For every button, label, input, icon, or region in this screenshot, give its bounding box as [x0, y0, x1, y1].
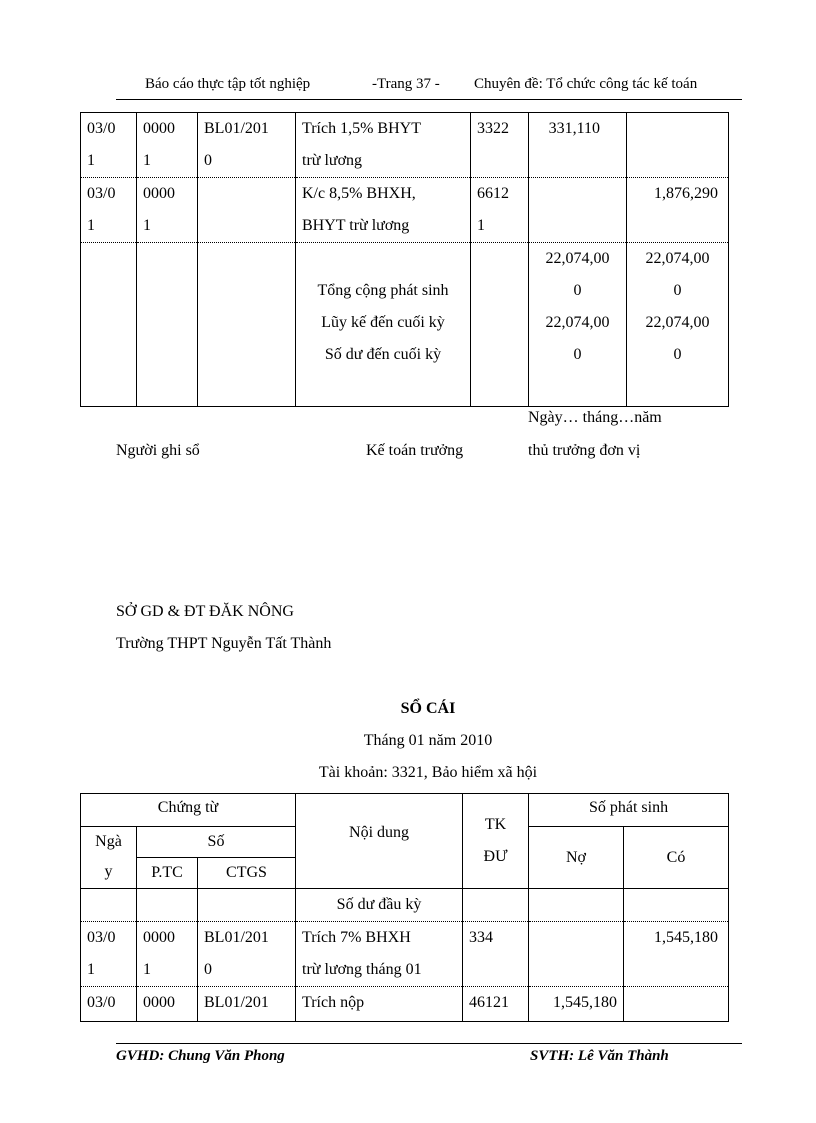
opening-row — [81, 889, 729, 922]
footer-rule — [116, 1043, 742, 1044]
header-so-phat-sinh: Số phát sinh — [529, 794, 729, 827]
table-row: 03/0 1 0000 1 BL01/201 0 Trích 1,5% BHYT trừ lương 3322 331,110 — [81, 113, 729, 178]
totals-row: Tổng cộng phát sinh Lũy kế đến cuối kỳ Số dư đến cuối kỳ 22,074,00 0 22,074,00 0 22,074,00 0 22,074,00 0 — [81, 243, 729, 407]
school-name: Trường THPT Nguyễn Tất Thành — [116, 635, 332, 652]
header-page-number: -Trang 37 - — [372, 76, 440, 92]
header-so: Số — [137, 827, 296, 858]
department-name: SỞ GD & ĐT ĐĂK NÔNG — [116, 603, 294, 620]
table-row: 03/0 1 0000 1 BL01/201 0 Trích 7% BHXH trừ lương tháng 01 334 1,545,180 — [81, 922, 729, 987]
header-ngay: Ngà y — [81, 827, 137, 889]
header-tk-du: TK ĐƯ — [463, 794, 529, 889]
header-ctgs: CTGS — [198, 858, 296, 889]
ledger-continuation-table — [80, 112, 729, 407]
date-line: Ngày… tháng…năm — [528, 409, 662, 426]
header-ptc: P.TC — [137, 858, 198, 889]
cumulative-label: Lũy kế đến cuối kỳ — [321, 314, 445, 331]
total-label: Tổng cộng phát sinh — [317, 282, 449, 299]
signature-recorder: Người ghi sổ — [116, 442, 200, 459]
table-row: 03/0 1 0000 1 K/c 8,5% BHXH, BHYT trừ lương 6612 1 1,876,290 — [81, 178, 729, 243]
ledger-table — [80, 793, 729, 1022]
header-right: Chuyên đề: Tổ chức công tác kế toán — [474, 76, 698, 92]
signature-chief-accountant: Kế toán trưởng — [366, 442, 464, 459]
table-row: 03/0 0000 BL01/201 Trích nộp 46121 1,545,180 — [81, 987, 729, 1022]
ledger-account: Tài khoản: 3321, Bảo hiểm xã hội — [318, 764, 538, 781]
closing-balance-label: Số dư đến cuối kỳ — [324, 346, 442, 363]
header-co: Có — [624, 827, 729, 889]
ledger-period: Tháng 01 năm 2010 — [363, 732, 493, 749]
header-no: Nợ — [529, 827, 624, 889]
header-left: Báo cáo thực tập tốt nghiệp — [145, 76, 311, 92]
ledger-title: SỔ CÁI — [400, 700, 456, 717]
footer-right: SVTH: Lê Văn Thành — [530, 1048, 669, 1064]
header-rule — [116, 99, 742, 100]
signature-head: thủ trưởng đơn vị — [528, 442, 641, 459]
header-noi-dung: Nội dung — [296, 794, 463, 889]
header-chung-tu: Chứng từ — [81, 794, 296, 827]
opening-balance-label: Số dư đầu kỳ — [296, 889, 463, 922]
footer-left: GVHD: Chung Văn Phong — [116, 1048, 285, 1064]
